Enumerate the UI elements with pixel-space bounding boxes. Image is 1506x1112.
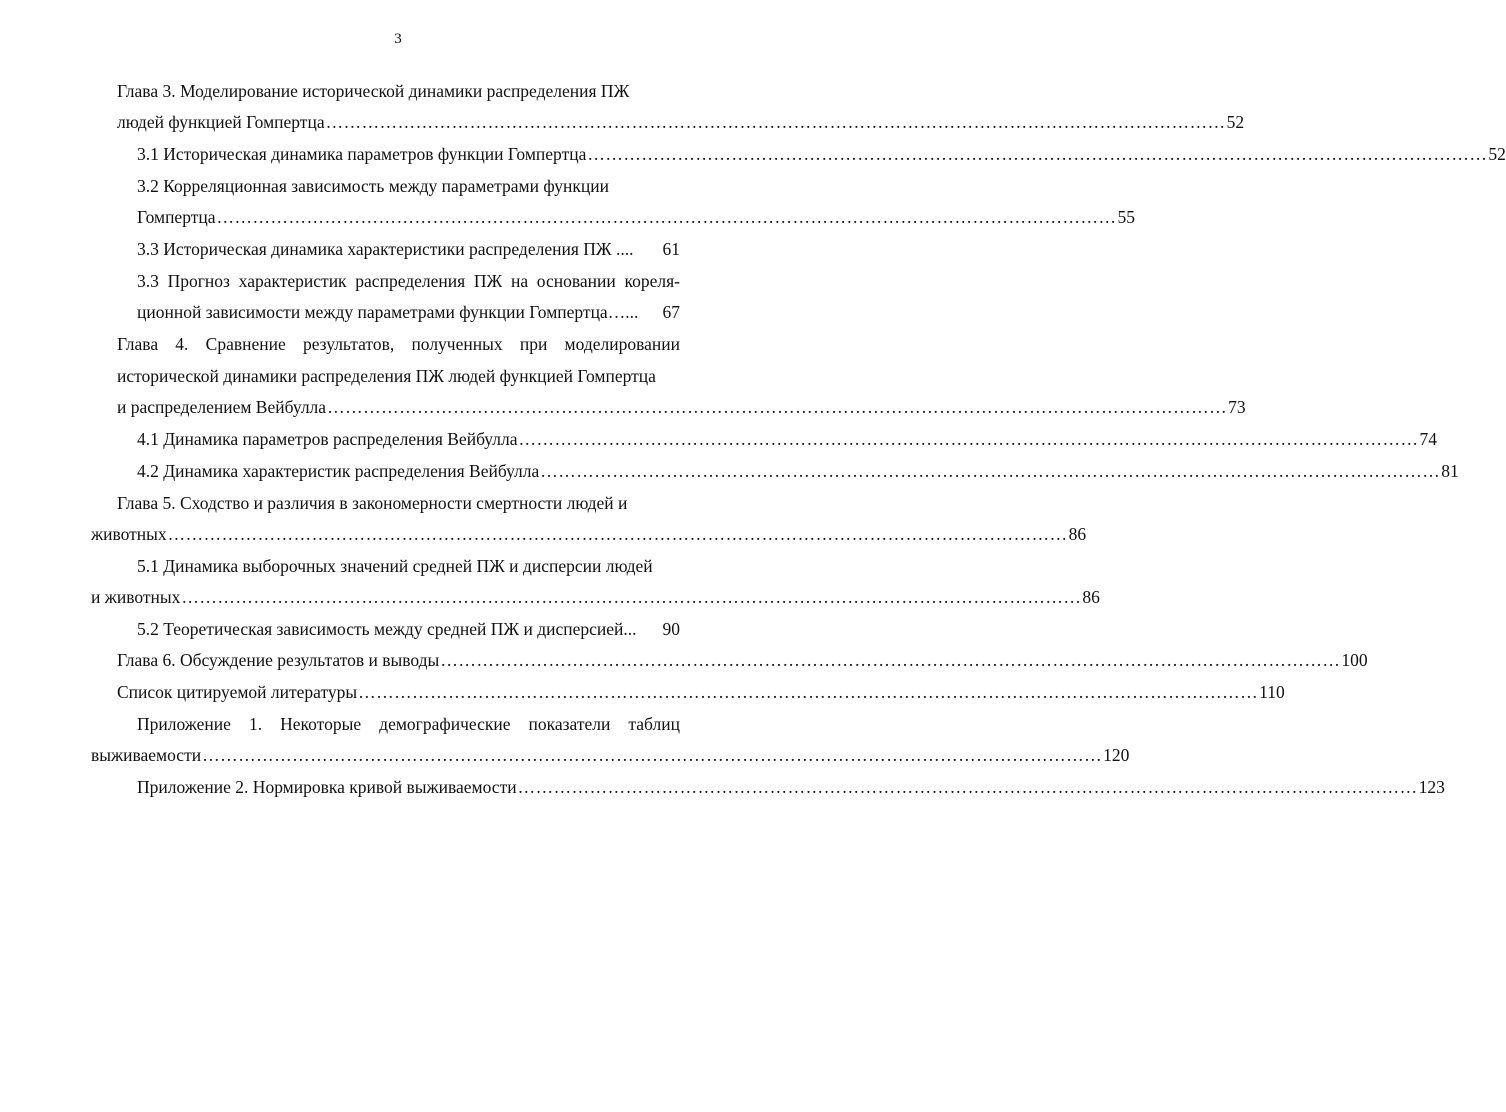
page-number: 3 bbox=[394, 31, 402, 47]
toc-section-3-3b-line-2: ционной зависимости между параметрами функции Гомпертца…... bbox=[137, 302, 639, 322]
toc-appendix-1-line-2: выживаемости bbox=[91, 745, 202, 765]
toc-section-3-2-line-1: 3.2 Корреляционная зависимость между параметрами функции bbox=[137, 176, 609, 196]
toc-section-5-2-title: 5.2 Теоретическая зависимость между средней ПЖ и дисперсией... bbox=[137, 619, 637, 639]
toc-references-title: Список цитируемой литературы bbox=[117, 682, 358, 702]
toc-section-5-2 bbox=[137, 618, 680, 640]
toc-leader-dots: …………………………………………………………………………………………………………………………………… bbox=[202, 745, 1103, 765]
toc-section-3-1-page: 52 bbox=[1488, 144, 1506, 164]
toc-chapter-4 bbox=[117, 396, 1246, 418]
toc-section-4-2-page: 81 bbox=[1441, 461, 1459, 481]
toc-leader-dots: …………………………………………………………………………………………………………………………………… bbox=[216, 207, 1117, 227]
toc-section-3-3a-page: 61 bbox=[662, 239, 680, 259]
toc-references-page: 110 bbox=[1259, 682, 1285, 702]
toc-section-4-2 bbox=[137, 460, 1459, 482]
toc-section-4-1-page: 74 bbox=[1419, 429, 1438, 449]
toc-leader-dots: …………………………………………………………………………………………………………………………………… bbox=[325, 112, 1226, 132]
toc-section-3-3b-page: 67 bbox=[662, 302, 680, 322]
toc-section-5-1-page: 86 bbox=[1082, 587, 1100, 607]
toc-chapter-3-page: 52 bbox=[1226, 112, 1245, 132]
toc-leader-dots: …………………………………………………………………………………………………………………………………… bbox=[327, 397, 1228, 417]
toc-chapter-4-line-2: исторической динамики распределения ПЖ людей функцией Гомпертца bbox=[117, 366, 656, 386]
toc-chapter-6 bbox=[117, 649, 1368, 671]
toc-appendix-2 bbox=[137, 776, 1445, 798]
toc-leader-dots: …………………………………………………………………………………………………………………………………… bbox=[167, 524, 1068, 544]
toc-chapter-3-line-1: Глава 3. Моделирование исторической динамики распределения ПЖ bbox=[117, 81, 630, 101]
toc-section-4-2-title: 4.2 Динамика характеристик распределения Вейбулла bbox=[137, 461, 540, 481]
toc-chapter-4-page: 73 bbox=[1228, 397, 1246, 417]
toc-section-3-2 bbox=[137, 206, 1136, 228]
toc-leader-dots: …………………………………………………………………………………………………………………………………… bbox=[181, 587, 1082, 607]
toc-section-3-1-title: 3.1 Историческая динамика параметров функции Гомпертца bbox=[137, 144, 587, 164]
toc-section-5-1 bbox=[91, 586, 1100, 608]
toc-section-4-1 bbox=[137, 428, 1438, 450]
toc-chapter-5-line-1: Глава 5. Сходство и различия в закономерности смертности людей и bbox=[117, 493, 628, 513]
toc-leader-dots: …………………………………………………………………………………………………………………………………… bbox=[358, 682, 1259, 702]
toc-appendix-1 bbox=[91, 744, 1130, 766]
toc-section-5-1-line-2: и животных bbox=[91, 587, 181, 607]
toc-section-4-1-title: 4.1 Динамика параметров распределения Вейбулла bbox=[137, 429, 518, 449]
toc-chapter-6-title: Глава 6. Обсуждение результатов и выводы bbox=[117, 650, 440, 670]
toc-chapter-4-line-3: и распределением Вейбулла bbox=[117, 397, 327, 417]
toc-section-3-1 bbox=[137, 143, 1506, 165]
toc-section-3-3b-line-1: 3.3 Прогноз характеристик распределения ПЖ на основании кореля- bbox=[137, 271, 680, 291]
toc-chapter-5-line-2: животных bbox=[91, 524, 167, 544]
toc-section-5-2-page: 90 bbox=[662, 619, 680, 639]
toc-leader-dots: …………………………………………………………………………………………………………………………………… bbox=[587, 144, 1488, 164]
toc-chapter-6-page: 100 bbox=[1341, 650, 1368, 670]
toc-chapter-3-line-2: людей функцией Гомпертца bbox=[117, 112, 325, 132]
toc-appendix-2-page: 123 bbox=[1418, 777, 1445, 797]
toc-leader-dots: …………………………………………………………………………………………………………………………………… bbox=[517, 777, 1418, 797]
toc-section-3-2-line-2: Гомпертца bbox=[137, 207, 216, 227]
toc-chapter-5-page: 86 bbox=[1068, 524, 1087, 544]
toc-section-5-1-line-1: 5.1 Динамика выборочных значений средней ПЖ и дисперсии людей bbox=[137, 556, 653, 576]
toc-appendix-1-line-1: Приложение 1. Некоторые демографические показатели таблиц bbox=[137, 714, 680, 734]
toc-section-3-3b bbox=[137, 301, 680, 323]
toc-leader-dots: …………………………………………………………………………………………………………………………………… bbox=[440, 650, 1341, 670]
toc-chapter-3 bbox=[117, 111, 1245, 133]
toc-section-3-3a-title: 3.3 Историческая динамика характеристики распределения ПЖ .... bbox=[137, 239, 634, 259]
toc-leader-dots: …………………………………………………………………………………………………………………………………… bbox=[540, 461, 1441, 481]
toc-leader-dots: …………………………………………………………………………………………………………………………………… bbox=[518, 429, 1419, 449]
toc-section-3-2-page: 55 bbox=[1117, 207, 1136, 227]
toc-appendix-2-title: Приложение 2. Нормировка кривой выживаемости bbox=[137, 777, 517, 797]
toc-chapter-4-line-1: Глава 4. Сравнение результатов, полученных при моделировании bbox=[117, 334, 680, 354]
toc-section-3-3a bbox=[137, 238, 680, 260]
toc-appendix-1-page: 120 bbox=[1103, 745, 1130, 765]
toc-references bbox=[117, 681, 1285, 703]
toc-chapter-5 bbox=[91, 523, 1087, 545]
